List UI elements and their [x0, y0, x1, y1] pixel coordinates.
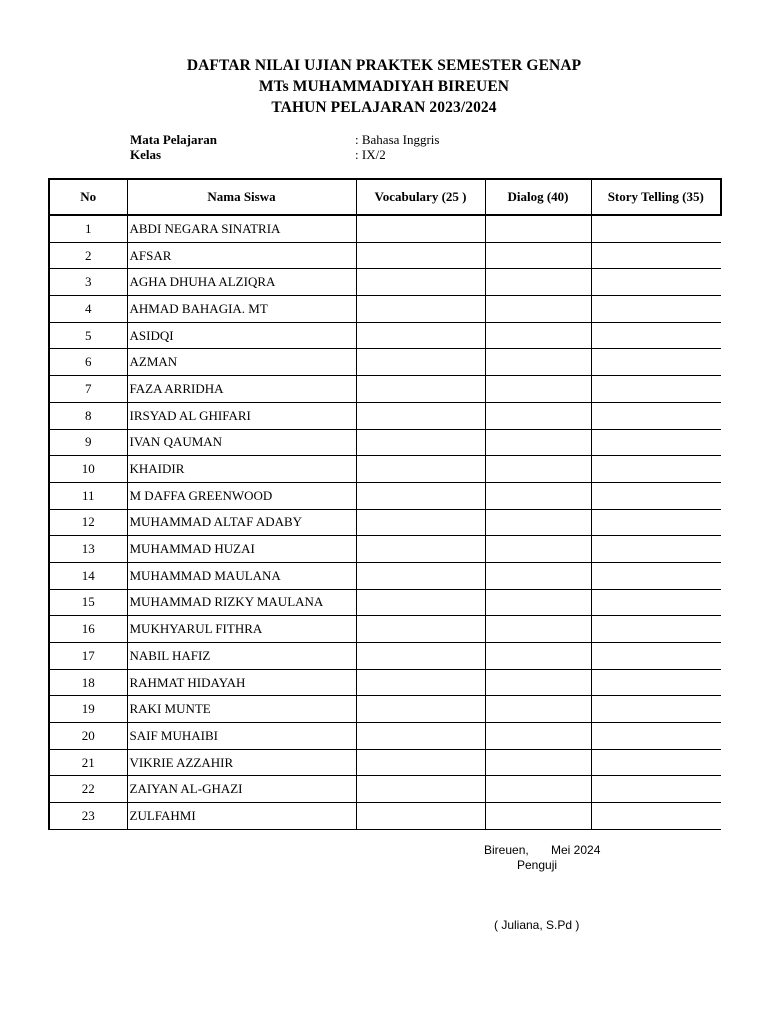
story-telling-score	[591, 696, 721, 723]
table-row	[49, 643, 721, 670]
table-row	[49, 803, 721, 830]
table-row	[49, 509, 721, 536]
story-telling-score	[591, 269, 721, 296]
student-name: M DAFFA GREENWOOD	[127, 482, 356, 509]
vocabulary-score	[356, 776, 485, 803]
table-row	[49, 669, 721, 696]
story-telling-score	[591, 322, 721, 349]
table-row	[49, 215, 721, 242]
student-name: NABIL HAFIZ	[127, 643, 356, 670]
row-number: 3	[49, 269, 127, 296]
story-telling-score	[591, 669, 721, 696]
vocabulary-score	[356, 723, 485, 750]
row-number: 14	[49, 562, 127, 589]
story-telling-score	[591, 643, 721, 670]
dialog-score	[485, 376, 591, 403]
sign-place: Bireuen,	[484, 843, 529, 857]
col-header-vocabulary: Vocabulary (25 )	[356, 179, 485, 215]
student-name: ASIDQI	[127, 322, 356, 349]
row-number: 8	[49, 402, 127, 429]
dialog-score	[485, 456, 591, 483]
vocabulary-score	[356, 616, 485, 643]
dialog-score	[485, 269, 591, 296]
story-telling-score	[591, 536, 721, 563]
story-telling-score	[591, 215, 721, 242]
dialog-score	[485, 616, 591, 643]
grades-table	[48, 178, 722, 830]
vocabulary-score	[356, 402, 485, 429]
table-row	[49, 376, 721, 403]
vocabulary-score	[356, 509, 485, 536]
row-number: 6	[49, 349, 127, 376]
row-number: 18	[49, 669, 127, 696]
dialog-score	[485, 643, 591, 670]
subject-label: Mata Pelajaran	[130, 132, 218, 147]
vocabulary-score	[356, 482, 485, 509]
row-number: 15	[49, 589, 127, 616]
dialog-score	[485, 322, 591, 349]
vocabulary-score	[356, 643, 485, 670]
dialog-score	[485, 776, 591, 803]
vocabulary-score	[356, 269, 485, 296]
dialog-score	[485, 242, 591, 269]
table-row	[49, 322, 721, 349]
vocabulary-score	[356, 429, 485, 456]
student-name: MUHAMMAD ALTAF ADABY	[127, 509, 356, 536]
row-number: 2	[49, 242, 127, 269]
document-header	[0, 55, 768, 118]
story-telling-score	[591, 482, 721, 509]
table-row	[49, 456, 721, 483]
table-row	[49, 723, 721, 750]
story-telling-score	[591, 242, 721, 269]
vocabulary-score	[356, 349, 485, 376]
dialog-score	[485, 402, 591, 429]
table-row	[49, 296, 721, 323]
student-name: IVAN QAUMAN	[127, 429, 356, 456]
student-name: MUHAMMAD RIZKY MAULANA	[127, 589, 356, 616]
vocabulary-score	[356, 456, 485, 483]
story-telling-score	[591, 296, 721, 323]
class-value: : IX/2	[355, 147, 386, 162]
student-name: VIKRIE AZZAHIR	[127, 749, 356, 776]
row-number: 22	[49, 776, 127, 803]
table-row	[49, 749, 721, 776]
dialog-score	[485, 215, 591, 242]
table-row	[49, 269, 721, 296]
row-number: 10	[49, 456, 127, 483]
dialog-score	[485, 723, 591, 750]
vocabulary-score	[356, 322, 485, 349]
story-telling-score	[591, 723, 721, 750]
student-name: RAHMAT HIDAYAH	[127, 669, 356, 696]
student-name: ZULFAHMI	[127, 803, 356, 830]
student-name: IRSYAD AL GHIFARI	[127, 402, 356, 429]
student-name: AFSAR	[127, 242, 356, 269]
row-number: 19	[49, 696, 127, 723]
story-telling-score	[591, 776, 721, 803]
story-telling-score	[591, 429, 721, 456]
student-name: AZMAN	[127, 349, 356, 376]
row-number: 1	[49, 215, 127, 242]
story-telling-score	[591, 376, 721, 403]
story-telling-score	[591, 803, 721, 830]
story-telling-score	[591, 402, 721, 429]
row-number: 17	[49, 643, 127, 670]
table-row	[49, 776, 721, 803]
table-row	[49, 402, 721, 429]
row-number: 5	[49, 322, 127, 349]
col-header-dialog: Dialog (40)	[485, 179, 591, 215]
student-name: SAIF MUHAIBI	[127, 723, 356, 750]
row-number: 23	[49, 803, 127, 830]
sign-name: ( Juliana, S.Pd )	[494, 918, 580, 932]
dialog-score	[485, 562, 591, 589]
dialog-score	[485, 696, 591, 723]
story-telling-score	[591, 749, 721, 776]
vocabulary-score	[356, 562, 485, 589]
row-number: 21	[49, 749, 127, 776]
vocabulary-score	[356, 669, 485, 696]
vocabulary-score	[356, 376, 485, 403]
student-name: MUHAMMAD HUZAI	[127, 536, 356, 563]
table-row	[49, 589, 721, 616]
col-header-no: No	[49, 179, 127, 215]
row-number: 13	[49, 536, 127, 563]
story-telling-score	[591, 562, 721, 589]
story-telling-score	[591, 589, 721, 616]
table-row	[49, 482, 721, 509]
student-name: ABDI NEGARA SINATRIA	[127, 215, 356, 242]
vocabulary-score	[356, 696, 485, 723]
story-telling-score	[591, 456, 721, 483]
table-row	[49, 242, 721, 269]
row-number: 4	[49, 296, 127, 323]
story-telling-score	[591, 349, 721, 376]
class-label: Kelas	[130, 147, 162, 162]
dialog-score	[485, 749, 591, 776]
col-header-name: Nama Siswa	[127, 179, 356, 215]
vocabulary-score	[356, 589, 485, 616]
dialog-score	[485, 669, 591, 696]
student-name: FAZA ARRIDHA	[127, 376, 356, 403]
dialog-score	[485, 482, 591, 509]
table-header-row	[49, 179, 721, 215]
row-number: 7	[49, 376, 127, 403]
title-line-2: MTs MUHAMMADIYAH BIREUEN	[258, 78, 510, 95]
dialog-score	[485, 803, 591, 830]
vocabulary-score	[356, 215, 485, 242]
row-number: 9	[49, 429, 127, 456]
student-name: ZAIYAN AL-GHAZI	[127, 776, 356, 803]
story-telling-score	[591, 616, 721, 643]
table-row	[49, 536, 721, 563]
title-line-3: TAHUN PELAJARAN 2023/2024	[271, 99, 497, 116]
dialog-score	[485, 429, 591, 456]
dialog-score	[485, 589, 591, 616]
sign-role: Penguji	[517, 858, 558, 872]
dialog-score	[485, 509, 591, 536]
table-body	[49, 215, 721, 829]
student-name: MUHAMMAD MAULANA	[127, 562, 356, 589]
vocabulary-score	[356, 749, 485, 776]
student-name: AGHA DHUHA ALZIQRA	[127, 269, 356, 296]
row-number: 20	[49, 723, 127, 750]
vocabulary-score	[356, 803, 485, 830]
dialog-score	[485, 296, 591, 323]
subject-value: : Bahasa Inggris	[355, 132, 440, 147]
table-row	[49, 349, 721, 376]
student-name: RAKI MUNTE	[127, 696, 356, 723]
title-line-1: DAFTAR NILAI UJIAN PRAKTEK SEMESTER GENAP	[186, 57, 582, 74]
dialog-score	[485, 536, 591, 563]
student-name: AHMAD BAHAGIA. MT	[127, 296, 356, 323]
table-row	[49, 562, 721, 589]
vocabulary-score	[356, 536, 485, 563]
student-name: MUKHYARUL FITHRA	[127, 616, 356, 643]
dialog-score	[485, 349, 591, 376]
vocabulary-score	[356, 242, 485, 269]
sign-date: Mei 2024	[551, 843, 601, 857]
row-number: 16	[49, 616, 127, 643]
table-row	[49, 696, 721, 723]
col-header-story-telling: Story Telling (35)	[591, 179, 721, 215]
row-number: 12	[49, 509, 127, 536]
vocabulary-score	[356, 296, 485, 323]
story-telling-score	[591, 509, 721, 536]
student-name: KHAIDIR	[127, 456, 356, 483]
row-number: 11	[49, 482, 127, 509]
table-row	[49, 429, 721, 456]
table-row	[49, 616, 721, 643]
